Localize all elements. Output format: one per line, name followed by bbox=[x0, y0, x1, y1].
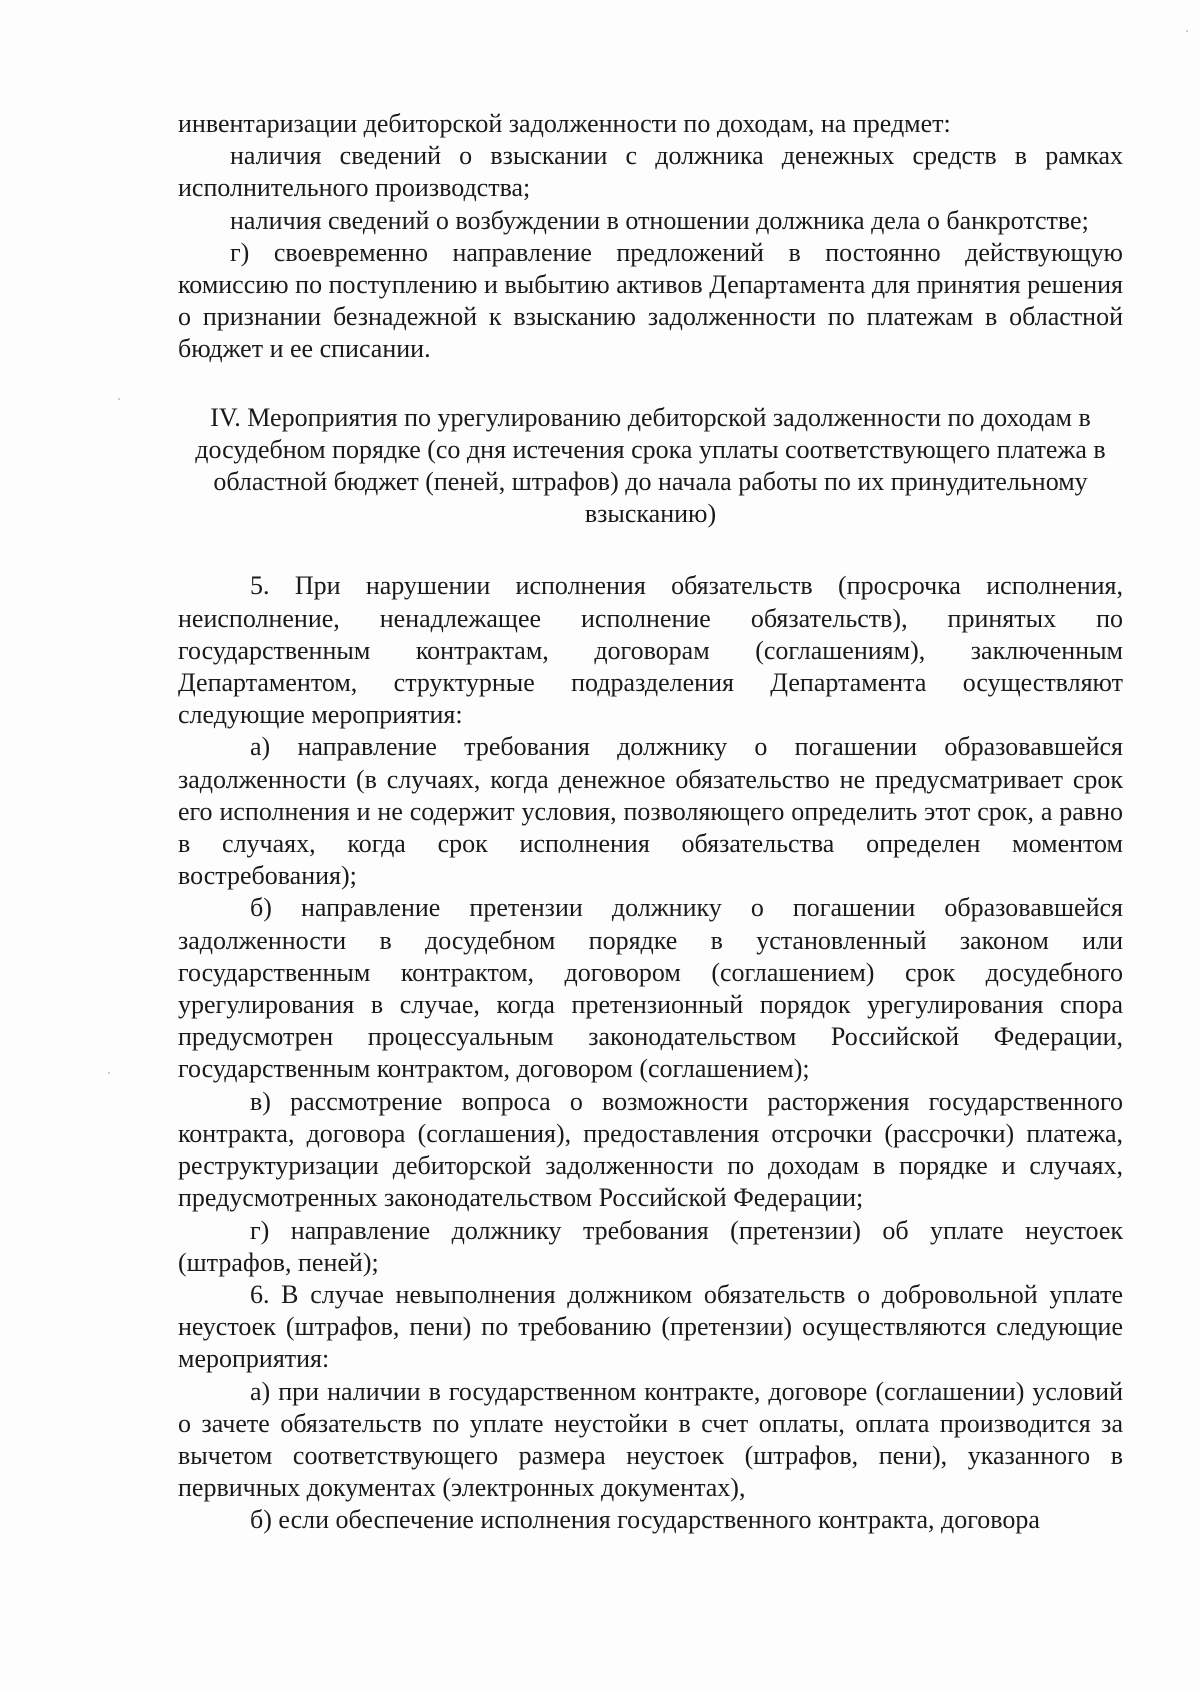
paragraph: б) направление претензии должнику о погашении образовавшейся задолженности в досудебном порядке в установленный законом или государственным контрактом, договором (соглашением) срок досудебного урегулирования в случае, когда претензионный порядок урегулирования спора предусмотрен процессуальным законодательством Российской Федерации, государственным контрактом, договором (соглашением); bbox=[178, 893, 1123, 1084]
paragraph: наличия сведений о возбуждении в отношении должника дела о банкротстве; bbox=[230, 205, 1089, 235]
scan-speck bbox=[1186, 30, 1188, 32]
section-heading: IV. Мероприятия по урегулированию дебиторской задолженности по доходам в досудебном порядке (со дня истечения срока уплаты соответствующего платежа в областной бюджет (пеней, штрафов) до начала работы по их принудительному взысканию) bbox=[195, 402, 1106, 529]
paragraph-continuation: инвентаризации дебиторской задолженности по доходам, на предмет: bbox=[178, 109, 951, 138]
paragraph: 5. При нарушении исполнения обязательств (просрочка исполнения, неисполнение, ненадлежащее исполнение обязательств), принятых по государственным контрактам, договорам (соглашениям), заключенным Департаментом, структурные подразделения Департамента осуществляют следующие мероприятия: bbox=[178, 571, 1123, 730]
paragraph: г) направление должнику требования (претензии) об уплате неустоек (штрафов, пеней); bbox=[178, 1215, 1123, 1277]
paragraph: а) при наличии в государственном контракте, договоре (соглашении) условий о зачете обязательств по уплате неустойки в счет оплаты, оплата производится за вычетом соответствующего размера неустоек (штрафов, пени), указанного в первичных документах (электронных документах), bbox=[178, 1376, 1123, 1503]
scan-speck bbox=[108, 1072, 110, 1074]
paragraph: г) своевременно направление предложений в постоянно действующую комиссию по поступлению и выбытию активов Департамента для принятия решения о признании безнадежной к взысканию задолженности по платежам в областной бюджет и ее списании. bbox=[178, 237, 1123, 364]
paragraph: наличия сведений о взыскании с должника денежных средств в рамках исполнительного производства; bbox=[178, 141, 1123, 203]
paragraph: а) направление требования должнику о погашении образовавшейся задолженности (в случаях, когда денежное обязательство не предусматривает срок его исполнения и не содержит условия, позволяющего определить этот срок, а равно в случаях, когда срок исполнения обязательства определен моментом востребования); bbox=[178, 732, 1123, 891]
paragraph: в) рассмотрение вопроса о возможности расторжения государственного контракта, договора (соглашения), предоставления отсрочки (рассрочки) платежа, реструктуризации дебиторской задолженности по доходам в порядке и случаях, предусмотренных законодательством Российской Федерации; bbox=[178, 1086, 1123, 1213]
document-body bbox=[178, 108, 1123, 1537]
scan-speck bbox=[118, 398, 120, 400]
paragraph: б) если обеспечение исполнения государственного контракта, договора bbox=[250, 1505, 1040, 1535]
paragraph: 6. В случае невыполнения должником обязательств о добровольной уплате неустоек (штрафов, пени) по требованию (претензии) осуществляются следующие мероприятия: bbox=[178, 1279, 1123, 1374]
